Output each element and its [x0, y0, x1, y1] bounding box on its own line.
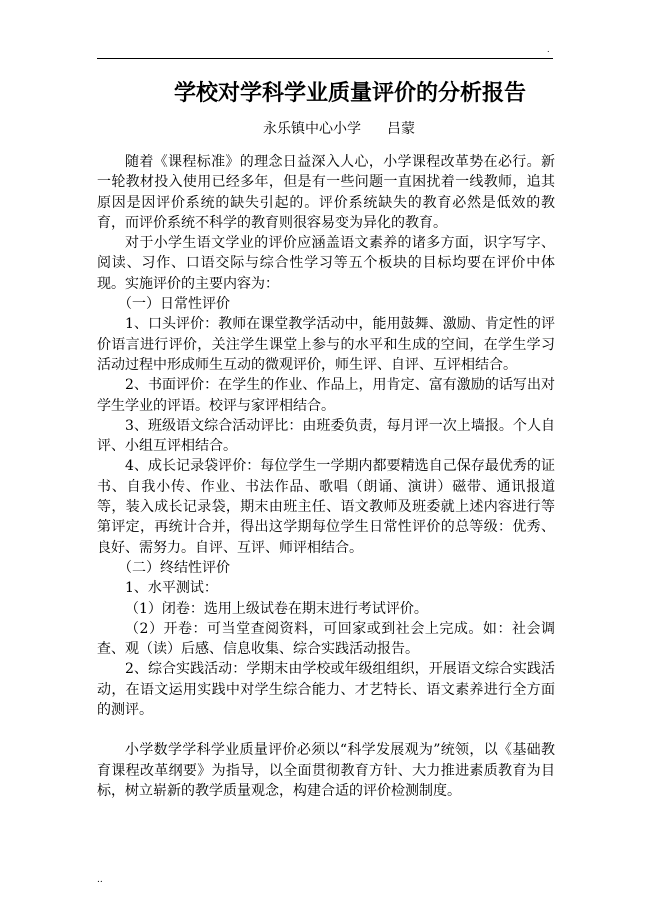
section-heading-final: （二）终结性评价 — [118, 559, 230, 576]
header-rule — [97, 58, 553, 59]
paragraph-class-activity: 3、班级语文综合活动评比：由班委负责，每月评一次上墙报。个人自评、小组互评相结合。 — [97, 417, 555, 455]
author-school: 永乐镇中心小学 — [263, 121, 361, 137]
document-body — [97, 152, 555, 801]
paragraph-open-book: （2）开卷：可当堂查阅资料，可回家或到社会上完成。如：社会调查、观（读）后感、信息收集、综合实践活动报告。 — [97, 620, 555, 658]
footer-mark: .. — [97, 875, 103, 885]
header-mark: . — [547, 45, 550, 54]
document-title: 学校对学科学业质量评价的分析报告 — [173, 81, 526, 106]
paragraph-intro: 随着《课程标准》的理念日益深入人心，小学课程改革势在必行。新一轮教材投入使用已经多年，但是有一些问题一直困扰着一线教师，追其原因是因评价系统的缺失引起的。评价系统缺失的教育必然是低效的教育，而评价系统不科学的教育则很容易变为异化的教育。 — [97, 154, 555, 231]
blank-line — [97, 720, 555, 740]
paragraph-oral: 1、口头评价：教师在课堂教学活动中，能用鼓舞、激励、肯定性的评价语言进行评价，关注学生课堂上参与的水平和生成的空间，在学生学习活动过程中形成师生互动的微观评价，师生评、自评、互评相结合。 — [97, 316, 555, 373]
paragraph-practice: 2、综合实践活动：学期末由学校或年级组组织，开展语文综合实践活动，在语文运用实践中对学生综合能力、才艺特长、语文素养进行全方面的测评。 — [97, 661, 555, 719]
paragraph-scope: 对于小学生语文学业的评价应涵盖语文素养的诸多方面，识字写字、阅读、习作、口语交际与综合性学习等五个板块的目标均要在评价中体现。实施评价的主要内容为： — [97, 235, 555, 292]
paragraph-closed-book: （1）闭卷：选用上级试卷在期末进行考试评价。 — [125, 600, 428, 617]
paragraph-written: 2、书面评价：在学生的作业、作品上，用肯定、富有激励的话写出对学生学业的评语。校评与家评相结合。 — [97, 377, 555, 414]
author-line — [0, 119, 650, 139]
paragraph-level-test: 1、水平测试： — [125, 580, 218, 597]
paragraph-portfolio: 4、成长记录袋评价：每位学生一学期内都要精选自己保存最优秀的证书、自我小传、作业、书法作品、歌唱（朗诵、演讲）磁带、通讯报道等，装入成长记录袋，期末由班主任、语文教师及班委就上述内容进行等第评定，再统计合并，得出这学期每位学生日常性评价的总等级：优秀、良好、需努力。自评、互评、师评相结合。 — [97, 458, 555, 556]
section-heading-daily: （一）日常性评价 — [118, 296, 230, 313]
author-name: 吕蒙 — [387, 121, 415, 137]
paragraph-math: 小学数学学科学业质量评价必须以“科学发展观为”统领，以《基础教育课程改革纲要》为指导，以全面贯彻教育方针、大力推进素质教育为目标，树立崭新的教学质量观念，构建合适的评价检测制度。 — [97, 742, 555, 799]
